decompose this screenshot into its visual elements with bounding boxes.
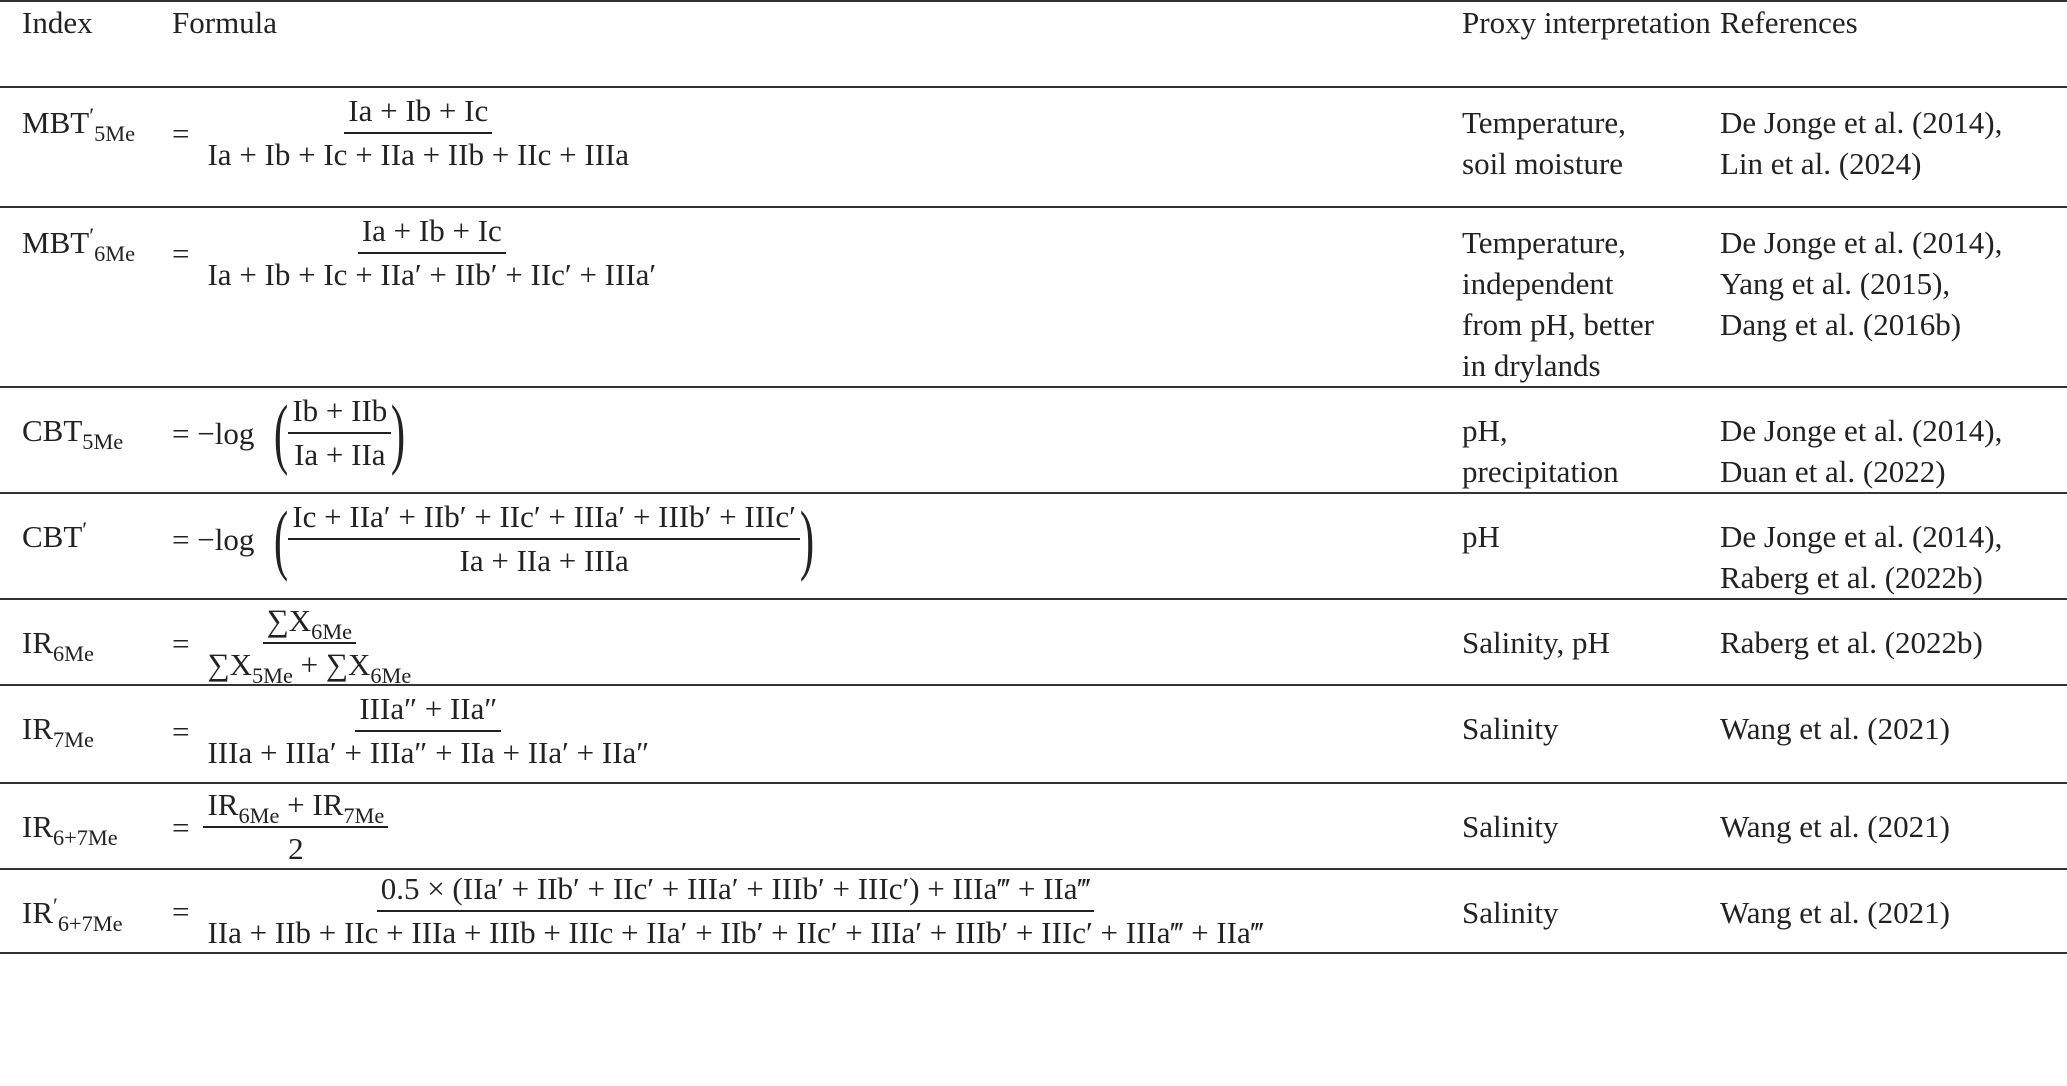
index-superscript: ′ <box>53 892 58 918</box>
index-subscript: 5Me <box>82 428 124 454</box>
denominator: Ia + IIa <box>294 437 386 472</box>
denominator: Ia + IIa + IIIa <box>459 543 629 578</box>
close-paren: ) <box>391 389 406 476</box>
formula-cell <box>172 207 1462 387</box>
index-label: IR <box>22 809 53 844</box>
proxy-cell <box>1462 685 1720 783</box>
index-label: CBT <box>22 519 83 554</box>
index-label: MBT <box>22 105 90 140</box>
numerator: Ia + Ib + Ic <box>358 212 506 254</box>
proxy-cell <box>1462 599 1720 685</box>
formula-cell <box>172 869 1462 953</box>
table-row <box>0 869 2067 953</box>
proxy-cell <box>1462 87 1720 207</box>
denominator: Ia + Ib + Ic + IIa + IIb + IIc + IIIa <box>207 137 630 172</box>
proxy-line: precipitation <box>1462 454 1619 489</box>
index-cell <box>0 599 172 685</box>
formula-operator: = <box>172 235 190 271</box>
proxy-cell <box>1462 869 1720 953</box>
table-row <box>0 599 2067 685</box>
proxy-cell <box>1462 207 1720 387</box>
proxy-line: Salinity, pH <box>1462 625 1610 660</box>
formula-operator: = −log <box>172 521 255 557</box>
reference-line: De Jonge et al. (2014), <box>1720 413 2003 448</box>
index-subscript: 6Me <box>94 240 135 266</box>
reference-line: Raberg et al. (2022b) <box>1720 560 1983 595</box>
index-subscript: 6Me <box>53 640 94 666</box>
formula-cell <box>172 599 1462 688</box>
header-index: Index <box>22 5 93 40</box>
denominator: IIIa + IIIa′ + IIIa″ + IIa + IIa′ + IIa″ <box>207 735 650 770</box>
proxy-cell <box>1462 493 1720 599</box>
numerator: 0.5 × (IIa′ + IIb′ + IIc′ + IIIa′ + IIIb′ + IIIc′) + IIIa‴ + IIa‴ <box>377 870 1095 912</box>
formula-cell <box>172 783 1462 869</box>
open-paren: ( <box>274 389 289 476</box>
formula <box>172 870 1268 952</box>
index-cell <box>0 685 172 783</box>
formula <box>172 212 660 294</box>
denominator: Ia + Ib + Ic + IIa′ + IIb′ + IIc′ + IIIa′ <box>207 257 657 292</box>
open-paren: ( <box>274 495 289 582</box>
reference-line: Dang et al. (2016b) <box>1720 307 1962 342</box>
fraction <box>203 602 415 688</box>
fraction <box>203 212 660 294</box>
formula-cell <box>172 87 1462 207</box>
index-label: MBT <box>22 225 90 260</box>
reference-line: Wang et al. (2021) <box>1720 895 1950 930</box>
index-subscript: 7Me <box>53 726 94 752</box>
index-subscript: 6+7Me <box>57 910 123 936</box>
references-cell <box>1720 599 2067 685</box>
formula-operator: = <box>172 713 190 749</box>
table-row <box>0 783 2067 869</box>
formula <box>172 602 415 688</box>
index-cell <box>0 869 172 953</box>
numerator: Ia + Ib + Ic <box>344 92 492 134</box>
proxy-line: Temperature, <box>1462 105 1626 140</box>
fraction <box>203 92 633 174</box>
proxy-line: Salinity <box>1462 711 1559 746</box>
formula <box>172 690 653 772</box>
close-paren: ) <box>799 495 815 582</box>
references-cell <box>1720 869 2067 953</box>
fraction <box>203 870 1267 952</box>
reference-line: De Jonge et al. (2014), <box>1720 519 2003 554</box>
index-label: IR <box>22 711 53 746</box>
fraction <box>288 498 800 580</box>
numerator: IIIa″ + IIa″ <box>355 690 501 732</box>
reference-line: Lin et al. (2024) <box>1720 146 1922 181</box>
proxy-line: from pH, better <box>1462 307 1654 342</box>
formula-cell <box>172 493 1462 599</box>
reference-line: De Jonge et al. (2014), <box>1720 105 2003 140</box>
reference-line: Wang et al. (2021) <box>1720 711 1950 746</box>
reference-line: Yang et al. (2015), <box>1720 266 1951 301</box>
numerator: Ic + IIa′ + IIb′ + IIc′ + IIIa′ + IIIb′ + IIIc′ <box>288 498 800 540</box>
proxy-line: pH <box>1462 519 1500 554</box>
formula <box>172 495 820 582</box>
denominator: $\sum X_{5Me} + \sum X_{6Me}$ <box>207 647 412 688</box>
reference-line: Raberg et al. (2022b) <box>1720 625 1983 660</box>
header-formula: Formula <box>172 5 278 40</box>
index-superscript: ′ <box>89 222 95 248</box>
reference-line: De Jonge et al. (2014), <box>1720 225 2003 260</box>
proxy-line: soil moisture <box>1462 146 1624 181</box>
formula-cell <box>172 685 1462 783</box>
header-proxy <box>1462 1 1720 87</box>
index-superscript: ′ <box>82 516 88 542</box>
index-cell <box>0 207 172 387</box>
formula-operator: = −log <box>172 415 255 451</box>
fraction <box>288 392 391 474</box>
proxy-line: Temperature, <box>1462 225 1626 260</box>
formula <box>172 92 633 174</box>
index-label: CBT <box>22 413 83 448</box>
denominator: 2 <box>288 831 304 866</box>
index-label: IR <box>22 625 53 660</box>
numerator: $\sum X_{6Me}$ <box>263 602 356 644</box>
formula-operator: = <box>172 893 190 929</box>
table-row <box>0 207 2067 387</box>
formula-cell <box>172 387 1462 493</box>
formula-operator: = <box>172 625 190 661</box>
proxy-line: independent <box>1462 266 1614 301</box>
references-cell <box>1720 87 2067 207</box>
references-cell <box>1720 685 2067 783</box>
numerator: $IR_{6Me} + IR_{7Me}$ <box>203 786 388 828</box>
index-label: IR <box>22 895 53 930</box>
table-row <box>0 87 2067 207</box>
table-row <box>0 493 2067 599</box>
fraction <box>203 690 653 772</box>
denominator: IIa + IIb + IIc + IIIa + IIIb + IIIc + IIa′ + IIb′ + IIc′ + IIIa′ + IIIb′ + IIIc′ + IIIa‴ + IIa‴ <box>207 915 1264 950</box>
proxy-line: Salinity <box>1462 895 1559 930</box>
reference-line: Wang et al. (2021) <box>1720 809 1950 844</box>
references-cell <box>1720 387 2067 493</box>
index-superscript: ′ <box>89 102 95 128</box>
fraction <box>203 786 388 868</box>
header-references: References <box>1720 5 1858 40</box>
references-cell <box>1720 493 2067 599</box>
index-cell <box>0 87 172 207</box>
formula <box>172 389 411 476</box>
proxy-line: in drylands <box>1462 348 1601 383</box>
references-cell <box>1720 783 2067 869</box>
table-row <box>0 685 2067 783</box>
index-cell <box>0 387 172 493</box>
proxy-line: pH, <box>1462 413 1508 448</box>
reference-line: Duan et al. (2022) <box>1720 454 1946 489</box>
formula <box>172 786 388 868</box>
proxy-line: Salinity <box>1462 809 1559 844</box>
proxy-cell <box>1462 783 1720 869</box>
index-subscript: 6+7Me <box>53 824 118 850</box>
numerator: Ib + IIb <box>288 392 391 434</box>
proxy-cell <box>1462 387 1720 493</box>
references-cell <box>1720 207 2067 387</box>
table-row <box>0 387 2067 493</box>
header-row <box>0 1 2067 87</box>
index-cell <box>0 783 172 869</box>
index-cell <box>0 493 172 599</box>
formula-operator: = <box>172 115 190 151</box>
index-subscript: 5Me <box>94 120 135 146</box>
header-proxy-label: Proxy interpretation <box>1462 5 1711 40</box>
formula-operator: = <box>172 809 190 845</box>
